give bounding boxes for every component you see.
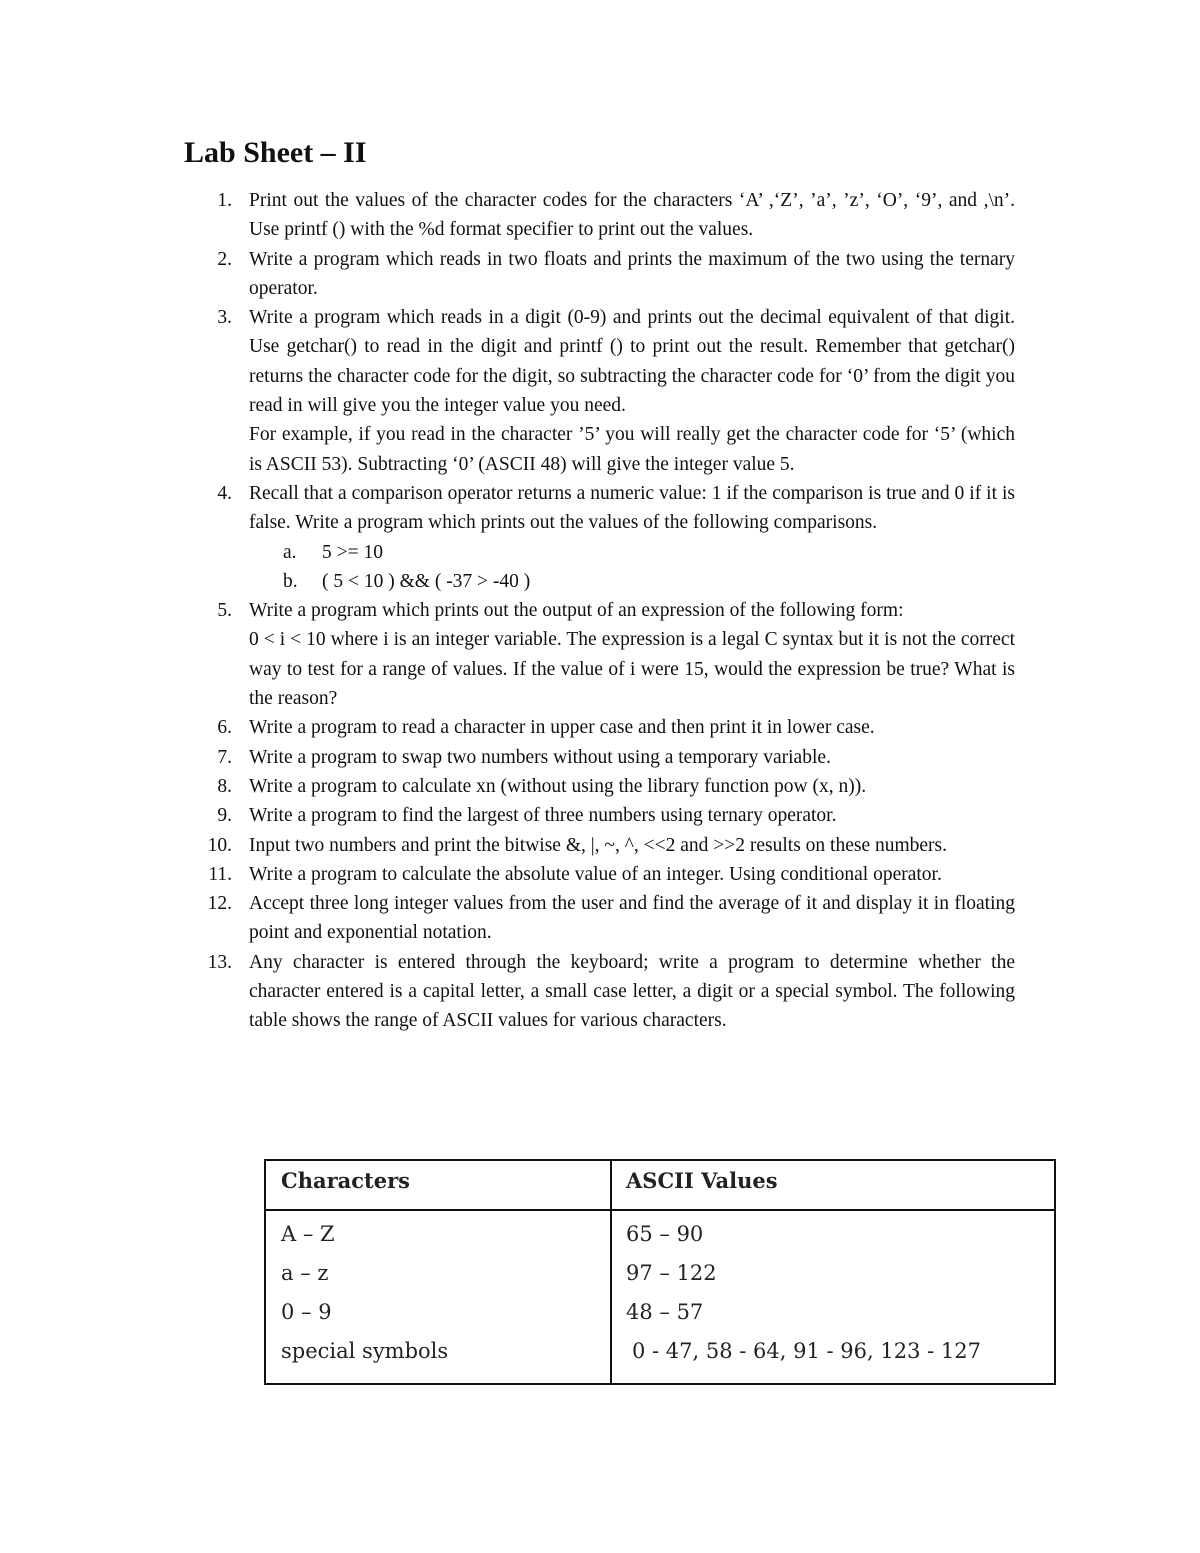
table-border-left — [264, 1159, 266, 1385]
table-cell-ascii-values: 65 – 90 — [626, 1222, 704, 1246]
item-text: Input two numbers and print the bitwise &, |, ~, ^, <<2 and >>2 results on these numbers. — [249, 834, 948, 856]
list-item-2 — [200, 245, 1015, 304]
list-item-13 — [200, 948, 1015, 1036]
sub-item-text: ( 5 < 10 ) && ( -37 > -40 ) — [322, 570, 531, 592]
item-number: 8. — [217, 775, 232, 797]
table-cell-ascii-values: 48 – 57 — [626, 1300, 704, 1324]
item-text: Write a program to swap two numbers without using a temporary variable. — [249, 746, 831, 768]
item-number: 3. — [217, 307, 232, 329]
table-cell-characters: 0 – 9 — [281, 1300, 332, 1324]
list-item-4 — [200, 479, 1015, 596]
item-number: 7. — [217, 746, 232, 768]
table-header-characters: Characters — [281, 1168, 410, 1193]
item-example-text: For example, if you read in the character ’5’ you will really get the character code for ‘5’ (which is ASCII 53). Subtracting ‘0’ (ASCII 48) will give the integer value 5. — [249, 424, 1015, 475]
list-item-10 — [200, 831, 1015, 860]
table-cell-characters: special symbols — [281, 1339, 449, 1363]
sub-item-label: b. — [283, 570, 298, 592]
table-cell-ascii-values: 0 - 47, 58 - 64, 91 - 96, 123 - 127 — [632, 1339, 981, 1363]
item-text: Write a program which reads in two floats and prints the maximum of the two using the ternary operator. — [249, 248, 1015, 299]
item-number: 9. — [217, 805, 232, 827]
exercise-list — [200, 186, 1015, 1036]
table-border-right — [1054, 1159, 1056, 1385]
item-text: Recall that a comparison operator returns a numeric value: 1 if the comparison is true and 0 if it is false. Write a program which prints out the values of the following comparisons. — [249, 482, 1015, 534]
table-border-middle — [610, 1159, 612, 1385]
item-text-continued: 0 < i < 10 where i is an integer variable. The expression is a legal C syntax but it is not the correct way to test for a range of values. If the value of i were 15, would the expression be true? What is the reason? — [249, 629, 1015, 710]
list-item-5 — [200, 596, 1015, 713]
item-text: Any character is entered through the keyboard; write a program to determine whether the character entered is a capital letter, a small case letter, a digit or a special symbol. The following table shows the range of ASCII values for various characters. — [249, 951, 1015, 1032]
list-item-7 — [200, 743, 1015, 772]
item-text: Write a program to calculate xn (without using the library function pow (x, n)). — [249, 775, 867, 797]
sub-item-text: 5 >= 10 — [322, 541, 383, 563]
list-item-12 — [200, 889, 1015, 948]
item-text: Print out the values of the character codes for the characters ‘A’ ,‘Z’, ’a’, ’z’, ‘O’, ‘9’, and ,\n’. Use printf () with the %d format specifier to print out the values. — [249, 190, 1015, 241]
item-number: 10. — [207, 834, 232, 856]
table-border-bottom — [264, 1383, 1056, 1385]
table-cell-characters: a – z — [281, 1261, 329, 1285]
item-number: 13. — [207, 951, 232, 973]
item-text: Write a program to read a character in upper case and then print it in lower case. — [249, 717, 875, 739]
item-text: Write a program to find the largest of three numbers using ternary operator. — [249, 805, 837, 827]
table-cell-characters: A – Z — [281, 1222, 335, 1246]
item-text: Write a program which reads in a digit (0-9) and prints out the decimal equivalent of that digit. Use getchar() to read in the digit and printf () to print out the result. Remember that getchar() returns the character code for the digit, so subtracting the character code for ‘0’ from the digit you read in will give you the integer value you need. — [249, 307, 1015, 417]
item-number: 4. — [217, 482, 232, 504]
item-number: 11. — [208, 863, 232, 885]
item-number: 2. — [217, 248, 232, 270]
item-text: Write a program which prints out the output of an expression of the following form: — [249, 600, 904, 622]
item-number: 1. — [217, 190, 232, 211]
table-cell-ascii-values: 97 – 122 — [626, 1261, 717, 1285]
list-item-9 — [200, 801, 1015, 830]
item-number: 6. — [217, 717, 232, 739]
item-number: 12. — [207, 893, 232, 915]
list-item-8 — [200, 772, 1015, 801]
list-item-6 — [200, 713, 1015, 742]
sub-item-a — [249, 538, 1015, 567]
ascii-table — [264, 1159, 1056, 1385]
list-item-1 — [200, 186, 1015, 245]
item-number: 5. — [217, 600, 232, 622]
item-text: Accept three long integer values from the user and find the average of it and display it in floating point and exponential notation. — [249, 893, 1015, 944]
page-title: Lab Sheet – II — [184, 136, 367, 169]
list-item-11 — [200, 860, 1015, 889]
table-header-ascii-values: ASCII Values — [626, 1168, 778, 1193]
list-item-3 — [200, 303, 1015, 479]
table-border-header — [264, 1209, 1056, 1211]
sub-item-b — [249, 567, 1015, 596]
sub-item-label: a. — [283, 541, 297, 563]
item-text: Write a program to calculate the absolute value of an integer. Using conditional operator. — [249, 863, 942, 885]
table-border-top — [264, 1159, 1056, 1161]
